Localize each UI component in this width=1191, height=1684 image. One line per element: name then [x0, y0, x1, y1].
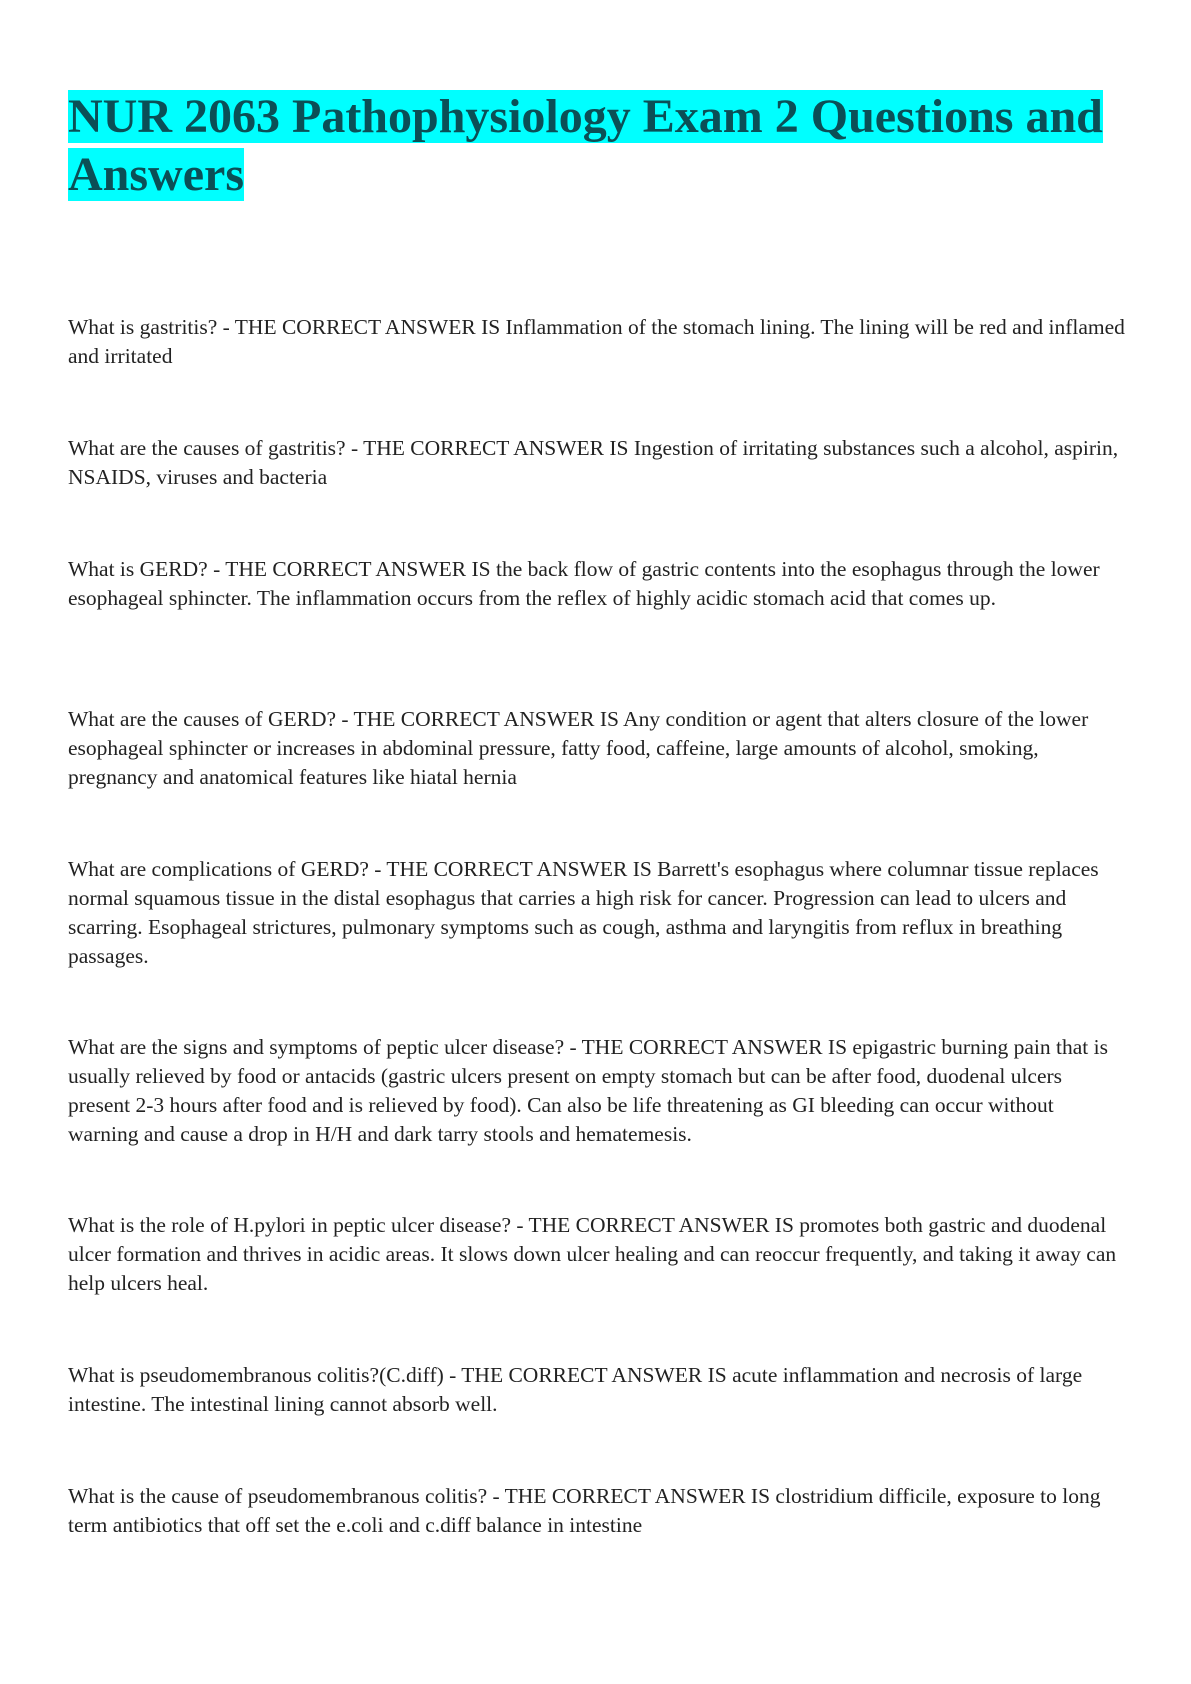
qa-item-gerd: What is GERD? - THE CORRECT ANSWER IS the back flow of gastric contents into the esophagus through the lower esophageal sphincter. The inflammation occurs from the reflex of highly acidic stomach acid that comes up.	[68, 557, 1100, 610]
qa-item-pseudomembranous-colitis: What is pseudomembranous colitis?(C.diff) - THE CORRECT ANSWER IS acute inflammation and necrosis of large intestine. The intestinal lining cannot absorb well.	[68, 1363, 1083, 1416]
document-title	[68, 88, 1128, 204]
qa-item-gerd-causes: What are the causes of GERD? - THE CORRECT ANSWER IS Any condition or agent that alters closure of the lower esophageal sphincter or increases in abdominal pressure, fatty food, caffeine, large amounts of alcohol, smoking, pregnancy and anatomical features like hiatal hernia	[68, 707, 1089, 789]
qa-item-gerd-complications: What are complications of GERD? - THE CORRECT ANSWER IS Barrett's esophagus where columnar tissue replaces normal squamous tissue in the distal esophagus that carries a high risk for cancer. Progression can lead to ulcers and scarring. Esophageal strictures, pulmonary symptoms such as cough, asthma and laryngitis from reflux in breathing passages.	[68, 857, 1099, 968]
qa-item-h-pylori: What is the role of H.pylori in peptic ulcer disease? - THE CORRECT ANSWER IS promotes both gastric and duodenal ulcer formation and thrives in acidic areas. It slows down ulcer healing and can reoccur frequently, and taking it away can help ulcers heal.	[68, 1213, 1117, 1295]
qa-item-gastritis-causes: What are the causes of gastritis? - THE CORRECT ANSWER IS Ingestion of irritating substances such a alcohol, aspirin, NSAIDS, viruses and bacteria	[68, 436, 1119, 489]
qa-item-gastritis: What is gastritis? - THE CORRECT ANSWER IS Inflammation of the stomach lining. The lining will be red and inflamed and irritated	[68, 315, 1125, 368]
qa-item-peptic-ulcer-symptoms: What are the signs and symptoms of peptic ulcer disease? - THE CORRECT ANSWER IS epigastric burning pain that is usually relieved by food or antacids (gastric ulcers present on empty stomach but can be after food, duodenal ulcers present 2-3 hours after food and is relieved by food). Can also be life threatening as GI bleeding can occur without warning and cause a drop in H/H and dark tarry stools and hematemesis.	[68, 1035, 1108, 1146]
qa-item-colitis-cause: What is the cause of pseudomembranous colitis? - THE CORRECT ANSWER IS clostridium difficile, exposure to long term antibiotics that off set the e.coli and c.diff balance in intestine	[68, 1484, 1101, 1537]
title-highlight: NUR 2063 Pathophysiology Exam 2 Questions and Answers	[68, 90, 1103, 201]
